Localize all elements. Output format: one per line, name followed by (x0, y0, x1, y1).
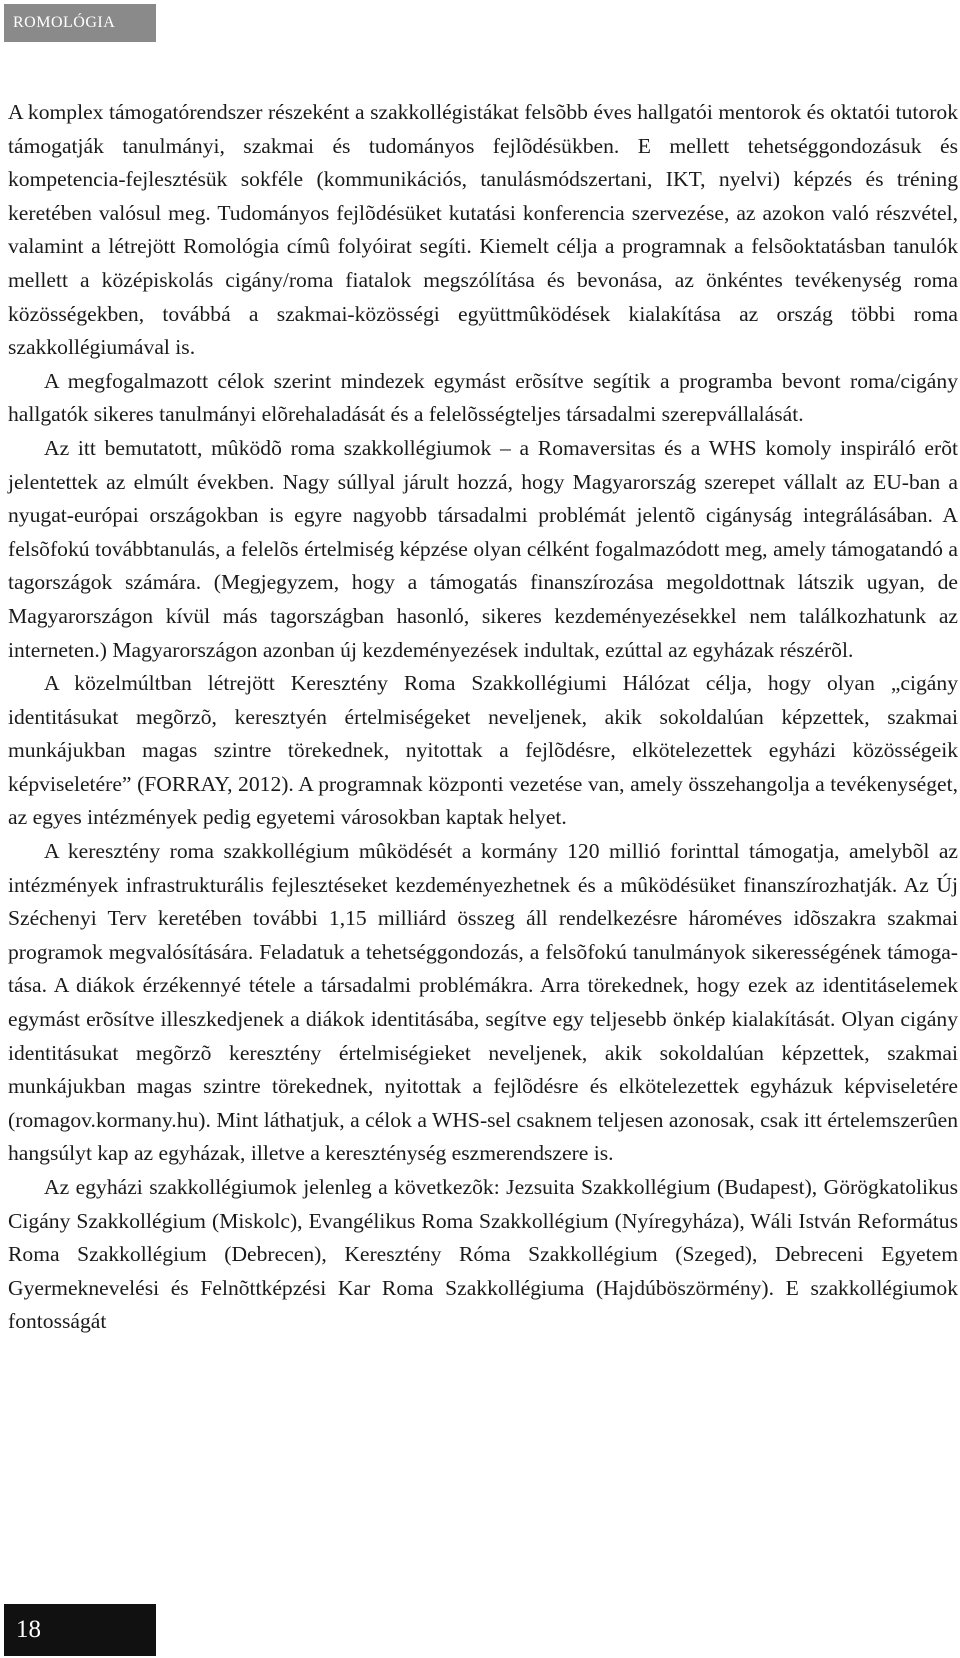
paragraph-romaversitas-whs: Az itt bemutatott, mûködõ roma szakkollégiumok – a Romaversitas és a WHS komoly inspiráló erõt jelentettek az elmúlt években. Nagy súllyal járult hozzá, hogy Magyarország szerepet vállalt az EU-ban a nyugat-európai országokban is egyre nagyobb társadalmi problémát jelentõ cigányság integrálásában. A felsõfokú továbbtanulás, a felelõs értelmiség képzése olyan célként fogalmazódott meg, amely támogatandó a tagországok számára. (Megjegyzem, hogy a támogatás finanszírozása megoldottnak látszik ugyan, de Magyarországon kívül más tagországban hasonló, sikeres kezdeményezésekkel nem találkozhatunk az interneten.) Magyarországon azonban új kezdeményezések indultak, ezúttal az egyházak részérõl. (8, 435, 958, 662)
article-body (8, 96, 958, 1339)
paragraph-support-system: A komplex támogatórendszer részeként a szakkollégistákat felsõbb éves hallgatói mentorok és oktatói tutorok támogatják tanulmányi, szakmai és tudományos fejlõdésükben. E mellett tehetséggondozásuk és kompetencia-fejlesztésük sokféle (kommunikációs, tanulásmódszertani, IKT, nyelvi) képzés és tréning keretében valósul meg. Tudományos fejlõdésüket kutatási konferencia szervezése, az azokon való részvétel, valamint a létrejött Romológia címû folyóirat segíti. Kiemelt célja a programnak a felsõoktatásban tanulók mellett a középiskolás cigány/roma fiatalok megszólítása és bevonása, az önkéntes tevékenység roma közösségekben, továbbá a szakmai-közösségi együttmûködések kialakítása az ország többi roma szakkollégiumával is. (8, 100, 958, 360)
page-number: 18 (4, 1604, 156, 1656)
paragraph-government-funding: A keresztény roma szakkollégium mûködését a kormány 120 millió forinttal támogatja, amelybõl az intézmények infrastrukturális fejlesztéseket kezdeményezhetnek és a mûködésüket finanszírozhatják. Az Új Széchenyi Terv keretében további 1,15 milliárd összeg áll rendelkezésre hároméves idõszakra szakmai programok megvalósítására. Feladatuk a tehetséggondozás, a felsõfokú tanulmányok sikerességének támogatása. A diákok érzékennyé tétele a társadalmi problémákra. Arra törekednek, hogy ezek az identitáselemek egymást erõsítve illeszkedjenek a diákok identitásába, segítve egy teljesebb önkép kialakítását. Olyan cigány identitásukat megõrzõ keresztény értelmiségieket neveljenek, akik sokoldalúan képzettek, szakmai munkájukban magas szintre törekednek, nyitottak a fejlõdésre és elkötelezettek egyházuk képviseletére (romagov.kormany.hu). Mint láthatjuk, a célok a WHS-sel csaknem teljesen azonosak, csak itt értelemszerûen hangsúlyt kap az egyházak, illetve a kereszténység eszmerendszere is. (8, 839, 958, 1166)
paragraph-church-colleges: Az egyházi szakkollégiumok jelenleg a következõk: Jezsuita Szakkollégium (Budapest), Görögkatolikus Cigány Szakkollégium (Miskolc), Evangélikus Roma Szakkollégium (Nyíregyháza), Wáli István Református Roma Szakkollégium (Debrecen), Keresztény Róma Szakkollégium (Szeged), Debreceni Egyetem Gyermeknevelési és Felnõttképzési Kar Roma Szakkollégiuma (Hajdúböszörmény). E szakkollégiumok fontosságát (8, 1175, 958, 1334)
paragraph-stated-goals: A megfogalmazott célok szerint mindezek egymást erõsítve segítik a programba bevont roma/cigány hallgatók sikeres tanulmányi elõrehaladását és a felelõsségteljes társadalmi szerepvállalását. (8, 368, 958, 427)
paragraph-christian-network: A közelmúltban létrejött Keresztény Roma Szakkollégiumi Hálózat célja, hogy olyan „cigány identitásukat megõrzõ, keresztyén értelmiségeket neveljenek, akik sokoldalúan képzettek, szakmai munkájukban magas szintre törekednek, nyitottak a fejlõdésre, elkötelezettek egyházi közösségeik képviseletére” (FORRAY, 2012). A programnak központi vezetése van, amely összehangolja a tevékenységet, az egyes intézmények pedig egyetemi városokban kaptak helyet. (8, 671, 958, 830)
journal-section-label: ROMOLÓGIA (4, 4, 156, 42)
